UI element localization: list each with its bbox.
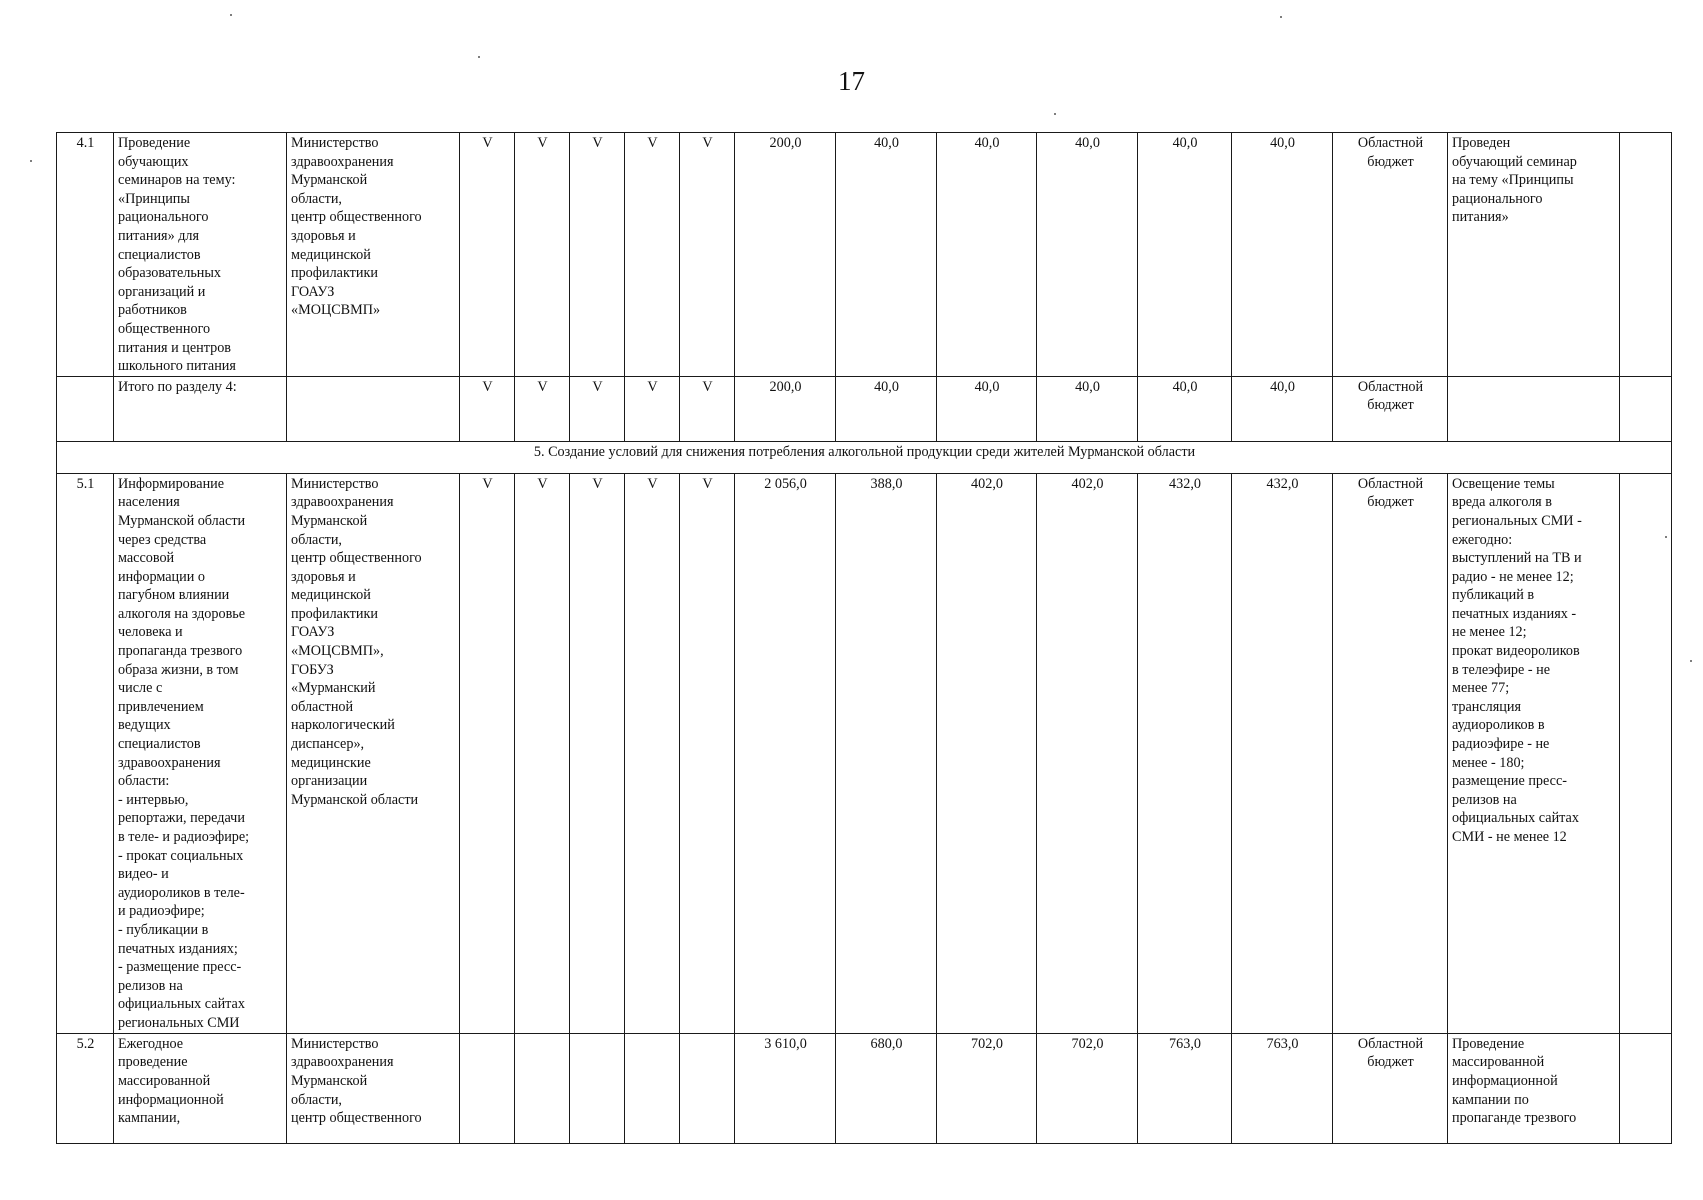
amount-year: 40,0 bbox=[836, 376, 937, 441]
year-mark: V bbox=[680, 376, 735, 441]
funding-source: Областной бюджет bbox=[1333, 473, 1448, 1033]
year-mark: V bbox=[460, 376, 515, 441]
year-mark: V bbox=[680, 473, 735, 1033]
year-mark: V bbox=[515, 473, 570, 1033]
amount-total: 200,0 bbox=[735, 133, 836, 377]
amount-year: 763,0 bbox=[1232, 1033, 1333, 1143]
scan-speck bbox=[478, 56, 480, 58]
empty-cell bbox=[1620, 376, 1672, 441]
year-mark: V bbox=[570, 473, 625, 1033]
empty-cell bbox=[1620, 1033, 1672, 1143]
funding-source: Областной бюджет bbox=[1333, 376, 1448, 441]
amount-year: 40,0 bbox=[937, 133, 1037, 377]
year-mark: V bbox=[625, 133, 680, 377]
row-number: 5.2 bbox=[57, 1033, 114, 1143]
program-table bbox=[56, 132, 1672, 1144]
scan-speck bbox=[1054, 113, 1056, 115]
amount-year: 432,0 bbox=[1138, 473, 1232, 1033]
executor: Министерство здравоохранения Мурманской области, центр общественного bbox=[287, 1033, 460, 1143]
year-mark: V bbox=[460, 133, 515, 377]
funding-source: Областной бюджет bbox=[1333, 1033, 1448, 1143]
row-number bbox=[57, 376, 114, 441]
table-row bbox=[57, 473, 1672, 1033]
section-title: 5. Создание условий для снижения потребления алкогольной продукции среди жителей Мурманской области bbox=[57, 441, 1672, 473]
year-mark: V bbox=[515, 376, 570, 441]
amount-year: 388,0 bbox=[836, 473, 937, 1033]
amount-year: 40,0 bbox=[1232, 133, 1333, 377]
amount-year: 40,0 bbox=[1037, 376, 1138, 441]
amount-total: 200,0 bbox=[735, 376, 836, 441]
amount-year: 40,0 bbox=[1232, 376, 1333, 441]
page-number: 17 bbox=[838, 66, 865, 96]
amount-total: 3 610,0 bbox=[735, 1033, 836, 1143]
activity-name: Ежегодное проведение массированной информационной кампании, bbox=[114, 1033, 287, 1143]
section-heading-row bbox=[57, 441, 1672, 473]
year-mark: V bbox=[625, 376, 680, 441]
expected-result: Проведен обучающий семинар на тему «Принципы рационального питания» bbox=[1448, 133, 1620, 377]
year-mark bbox=[680, 1033, 735, 1143]
executor: Министерство здравоохранения Мурманской области, центр общественного здоровья и медицинской профилактики ГОАУЗ «МОЦСВМП» bbox=[287, 133, 460, 377]
amount-year: 702,0 bbox=[937, 1033, 1037, 1143]
total-label: Итого по разделу 4: bbox=[114, 376, 287, 441]
row-number: 4.1 bbox=[57, 133, 114, 377]
amount-year: 432,0 bbox=[1232, 473, 1333, 1033]
empty-cell bbox=[1620, 133, 1672, 377]
funding-source: Областной бюджет bbox=[1333, 133, 1448, 377]
expected-result: Проведение массированной информационной кампании по пропаганде трезвого bbox=[1448, 1033, 1620, 1143]
row-number: 5.1 bbox=[57, 473, 114, 1033]
amount-year: 40,0 bbox=[1138, 376, 1232, 441]
executor: Министерство здравоохранения Мурманской области, центр общественного здоровья и медицинской профилактики ГОАУЗ «МОЦСВМП», ГОБУЗ «Мурманский областной наркологический диспансер», медицинские организации Мурманской области bbox=[287, 473, 460, 1033]
amount-year: 40,0 bbox=[937, 376, 1037, 441]
scan-speck bbox=[230, 14, 232, 16]
year-mark bbox=[515, 1033, 570, 1143]
amount-year: 40,0 bbox=[1037, 133, 1138, 377]
year-mark: V bbox=[570, 376, 625, 441]
table-row bbox=[57, 133, 1672, 377]
amount-total: 2 056,0 bbox=[735, 473, 836, 1033]
amount-year: 402,0 bbox=[1037, 473, 1138, 1033]
amount-year: 40,0 bbox=[1138, 133, 1232, 377]
amount-year: 40,0 bbox=[836, 133, 937, 377]
year-mark: V bbox=[460, 473, 515, 1033]
year-mark: V bbox=[625, 473, 680, 1033]
amount-year: 402,0 bbox=[937, 473, 1037, 1033]
scan-speck bbox=[1280, 16, 1282, 18]
year-mark bbox=[460, 1033, 515, 1143]
scan-speck bbox=[1690, 660, 1692, 662]
amount-year: 680,0 bbox=[836, 1033, 937, 1143]
year-mark: V bbox=[570, 133, 625, 377]
activity-name: Информирование населения Мурманской области через средства массовой информации о пагубном влиянии алкоголя на здоровье человека и пропаганда трезвого образа жизни, в том числе с привлечением ведущих специалистов здравоохранения области: - интервью, репортажи, передачи в теле- и радиоэфире; - прокат социальных видео- и аудиороликов в теле- и радиоэфире; - публикации в печатных изданиях; - размещение пресс- релизов на официальных сайтах региональных СМИ bbox=[114, 473, 287, 1033]
table-row-total bbox=[57, 376, 1672, 441]
scan-speck bbox=[1665, 536, 1667, 538]
empty-cell bbox=[1620, 473, 1672, 1033]
executor bbox=[287, 376, 460, 441]
expected-result: Освещение темы вреда алкоголя в региональных СМИ - ежегодно: выступлений на ТВ и радио - не менее 12; публикаций в печатных изданиях - не менее 12; прокат видеороликов в телеэфире - не менее 77; трансляция аудиороликов в радиоэфире - не менее - 180; размещение пресс- релизов на официальных сайтах СМИ - не менее 12 bbox=[1448, 473, 1620, 1033]
amount-year: 702,0 bbox=[1037, 1033, 1138, 1143]
expected-result bbox=[1448, 376, 1620, 441]
year-mark: V bbox=[680, 133, 735, 377]
table-row bbox=[57, 1033, 1672, 1143]
scan-speck bbox=[30, 160, 32, 162]
activity-name: Проведение обучающих семинаров на тему: «Принципы рационального питания» для специалистов образовательных организаций и работников общественного питания и центров школьного питания bbox=[114, 133, 287, 377]
year-mark bbox=[625, 1033, 680, 1143]
year-mark bbox=[570, 1033, 625, 1143]
year-mark: V bbox=[515, 133, 570, 377]
amount-year: 763,0 bbox=[1138, 1033, 1232, 1143]
